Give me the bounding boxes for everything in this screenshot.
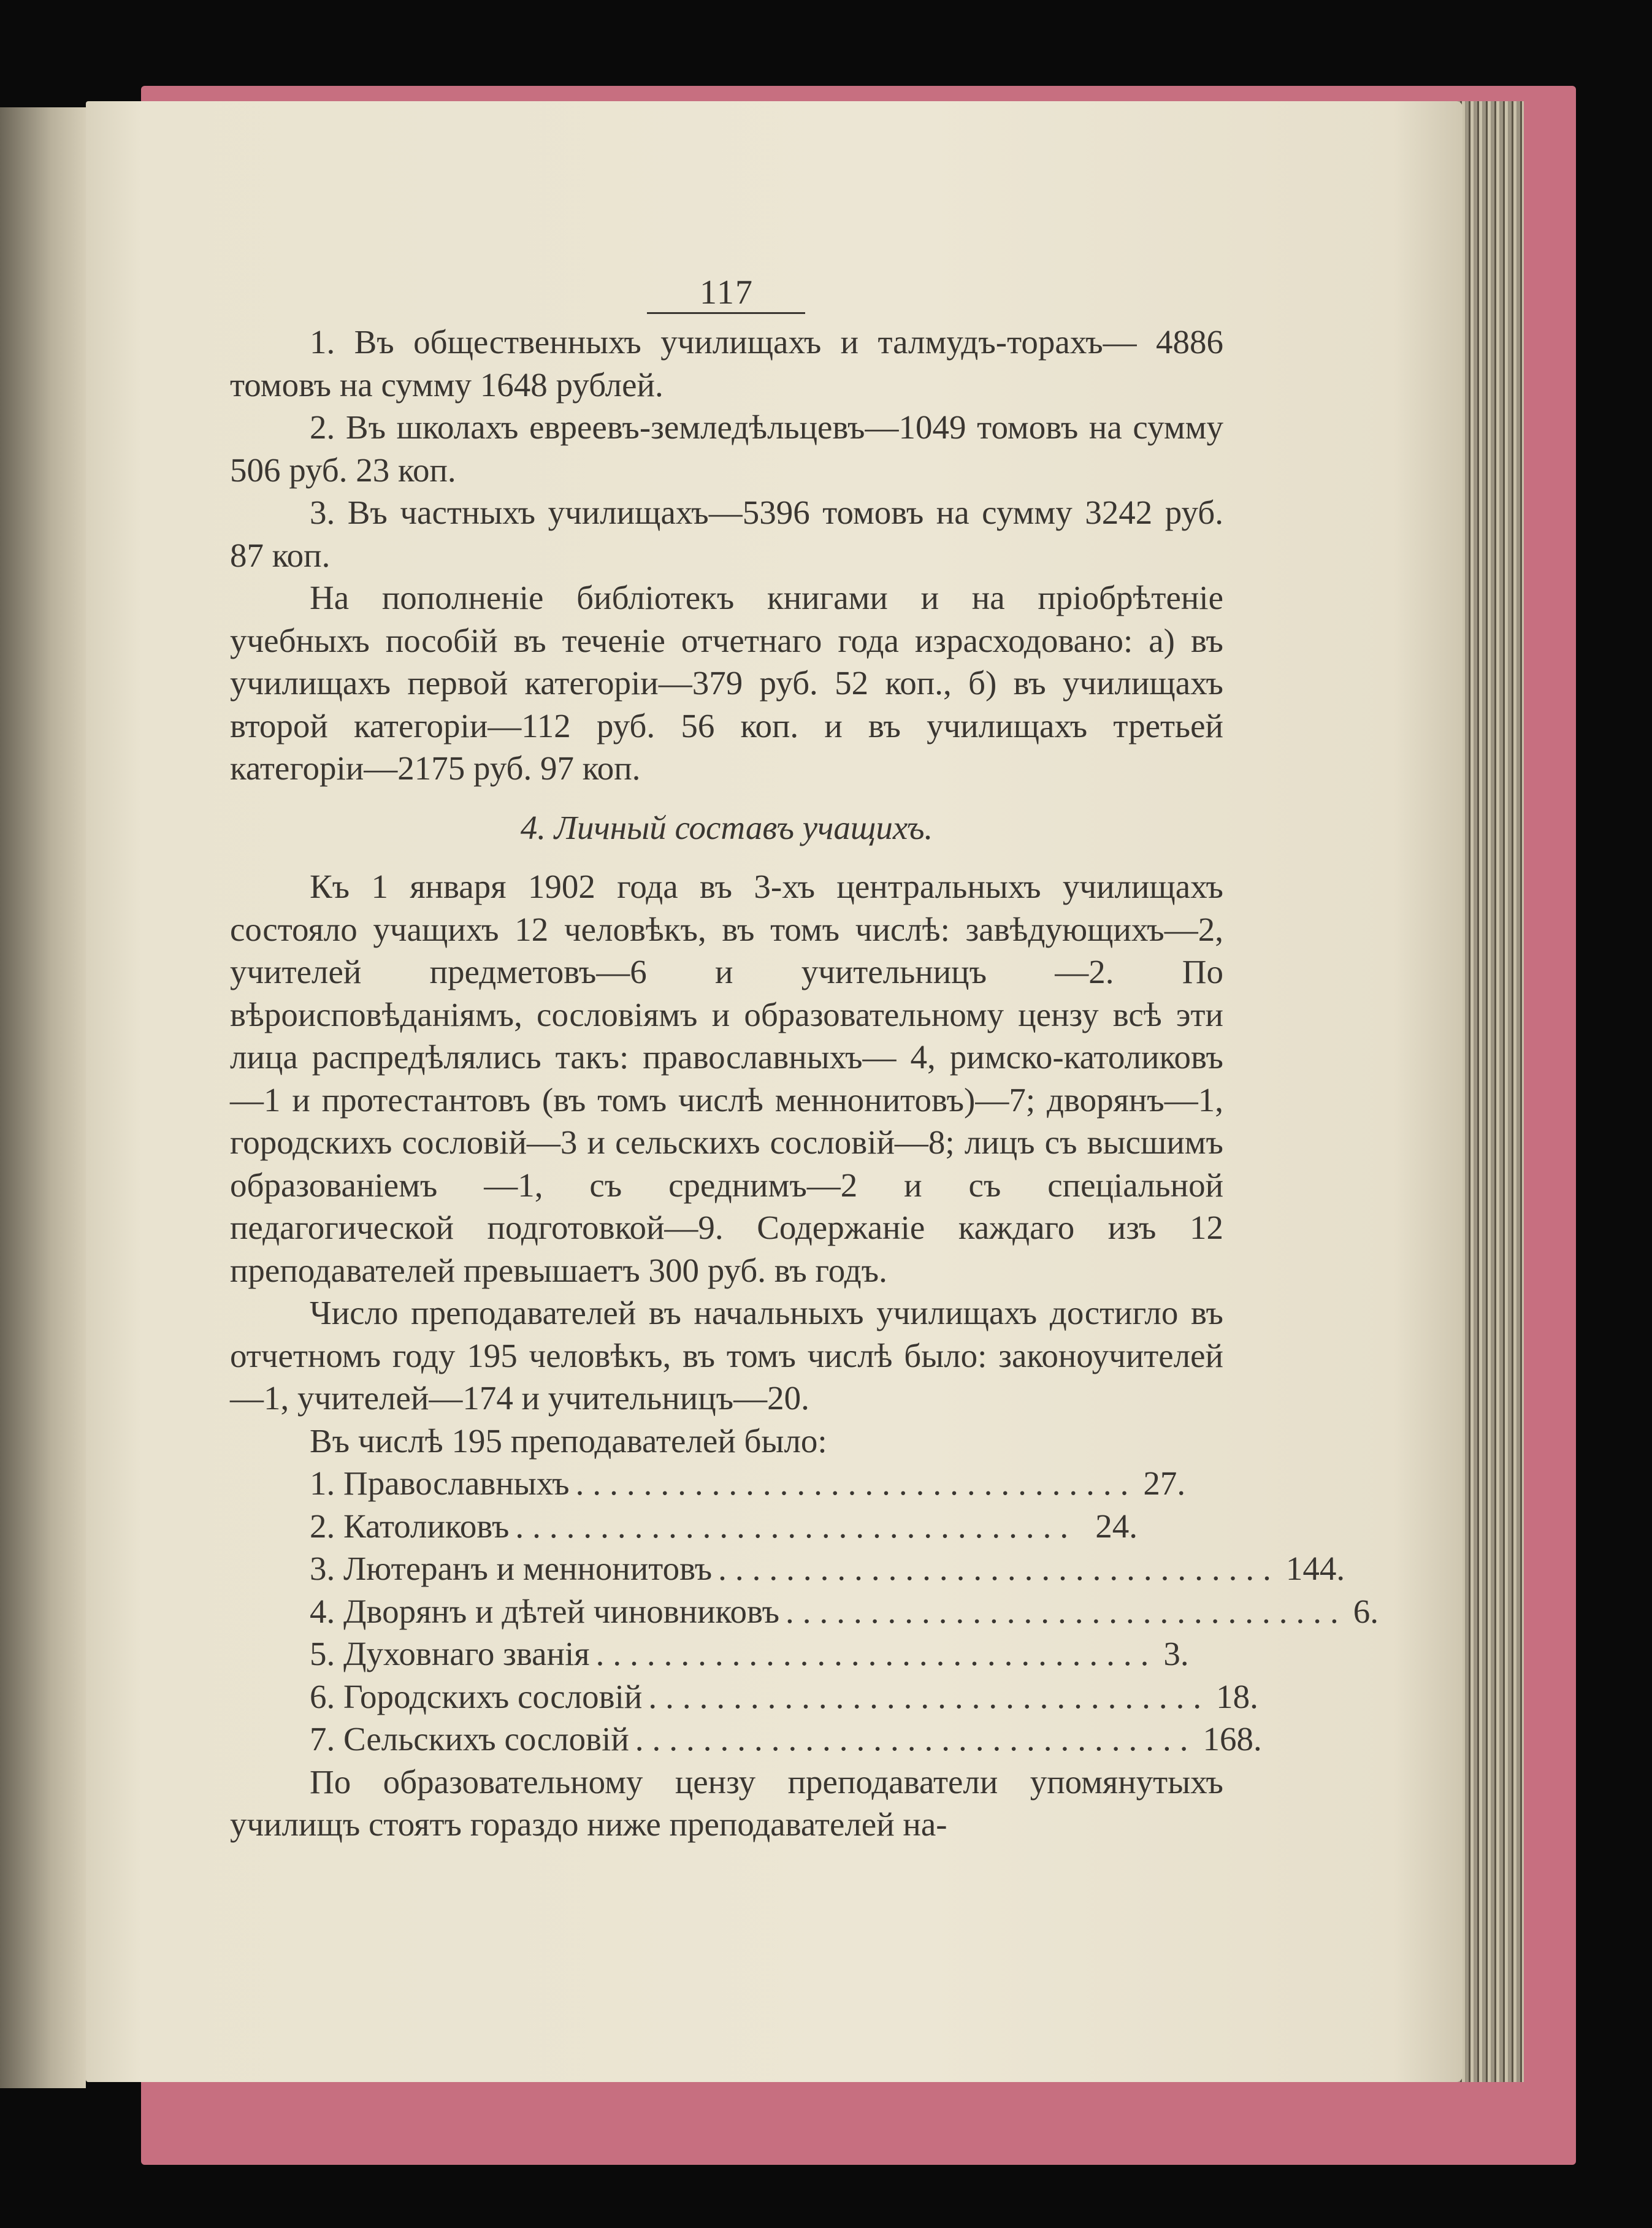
list-item: 4. Дворянъ и дѣтей чиновниковъ ................................. 6. — [310, 1592, 1379, 1630]
page-block-edges — [1456, 101, 1524, 2082]
section-heading: 4. Личный составъ учащихъ. — [520, 808, 933, 846]
left-page-edge — [0, 107, 86, 2088]
page-text — [230, 273, 1379, 1846]
paragraph-2: 2. Въ школахъ евреевъ-земледѣльцевъ—1049 томовъ на сумму 506 руб. 23 коп. — [230, 408, 1223, 489]
paragraph-7: Въ числѣ 195 преподавателей было: — [310, 1422, 827, 1460]
paragraph-5: Къ 1 января 1902 года въ 3-хъ центральныхъ училищахъ состояло учащихъ 12 человѣкъ, въ томъ числѣ: завѣдующихъ—2, учителей предметовъ—6 и учительницъ —2. По вѣроисповѣданіямъ, сословіямъ и образовательному цензу всѣ эти лица распредѣлялись такъ: православныхъ— 4, римско-католиковъ—1 и протестантовъ (въ томъ числѣ меннонитовъ)—7; дворянъ—1, городскихъ сословій—3 и сельскихъ сословій—8; лицъ съ высшимъ образованіемъ —1, съ среднимъ—2 и съ спеціальной педагогической подготовкой—9. Содержаніе каждаго изъ 12 преподавателей превышаетъ 300 руб. въ годъ. — [230, 868, 1223, 1289]
page-number: 117 — [230, 272, 1223, 316]
paragraph-8: По образовательному цензу преподаватели упомянутыхъ училищъ стоятъ гораздо ниже преподавателей на- — [230, 1763, 1223, 1843]
paragraph-6: Число преподавателей въ начальныхъ училищахъ достигло въ отчетномъ году 195 человѣкъ, въ томъ числѣ было: законоучителей—1, учителей—174 и учительницъ—20. — [230, 1294, 1223, 1417]
teacher-breakdown-list — [310, 1462, 1379, 1761]
list-item: 5. Духовнаго званія ................................. 3. — [310, 1635, 1189, 1672]
list-item: 3. Лютеранъ и меннонитовъ ................................. 144. — [310, 1550, 1345, 1587]
list-item: 1. Православныхъ ................................. 27. — [310, 1464, 1186, 1502]
list-item: 7. Сельскихъ сословій ................................. 168. — [310, 1720, 1262, 1758]
list-item: 2. Католиковъ ................................. 24. — [310, 1507, 1138, 1545]
paragraph-3: 3. Въ частныхъ училищахъ—5396 томовъ на сумму 3242 руб. 87 коп. — [230, 494, 1223, 574]
page-number-rule — [647, 312, 805, 314]
list-item: 6. Городскихъ сословій ................................. 18. — [310, 1677, 1258, 1715]
paragraph-1: 1. Въ общественныхъ училищахъ и талмудъ-торахъ— 4886 томовъ на сумму 1648 рублей. — [230, 323, 1223, 404]
paragraph-4: На пополненіе библіотекъ книгами и на пріобрѣтеніе учебныхъ пособій въ теченіе отчетнаго года израсходовано: а) въ училищахъ первой категоріи—379 руб. 52 коп., б) въ училищахъ второй категоріи—112 руб. 56 коп. и въ училищахъ третьей категоріи—2175 руб. 97 коп. — [230, 579, 1223, 787]
